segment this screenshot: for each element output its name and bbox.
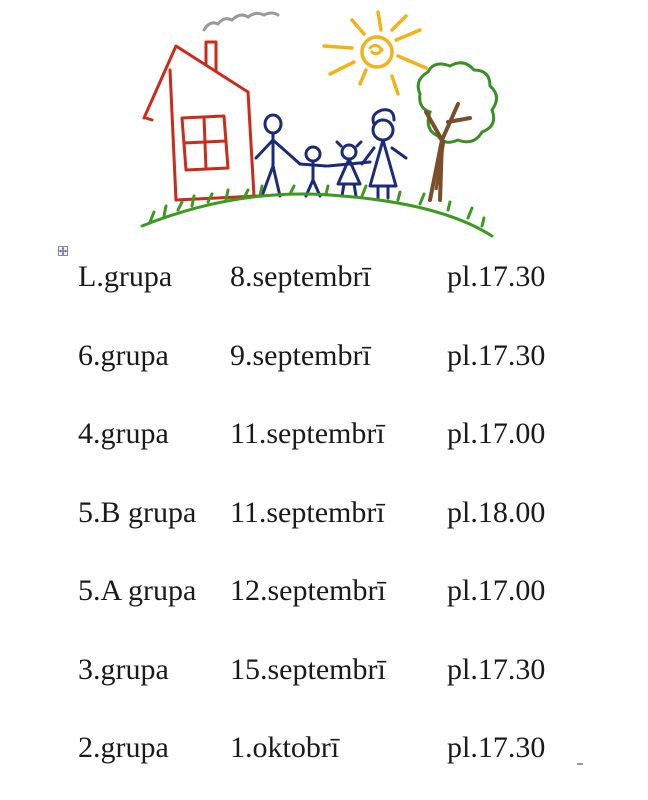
move-arrows-icon xyxy=(59,247,67,255)
group-cell: 5.A grupa xyxy=(78,574,197,607)
date-cell: 11.septembrī xyxy=(230,495,385,529)
time-cell: pl.17.30 xyxy=(447,260,546,293)
table-row xyxy=(78,250,598,329)
sun-icon xyxy=(324,12,426,94)
table-row xyxy=(78,721,598,800)
table-move-handle[interactable] xyxy=(58,246,68,256)
family-icon xyxy=(256,110,406,198)
table-row xyxy=(78,329,598,408)
time-cell: pl.18.00 xyxy=(447,495,546,529)
table-row xyxy=(78,407,598,486)
date-cell: 9.septembrī xyxy=(230,338,371,372)
time-cell: pl.17.00 xyxy=(447,417,546,450)
meeting-schedule-table xyxy=(78,250,598,800)
date-cell: 11.septembrī xyxy=(230,417,385,450)
table-row xyxy=(78,643,598,722)
time-cell: pl.17.30 xyxy=(447,338,546,372)
group-cell: 6.grupa xyxy=(78,338,169,372)
time-cell: pl.17.30 xyxy=(447,731,546,764)
group-cell: 2.grupa xyxy=(78,731,169,764)
date-cell: 12.septembrī xyxy=(230,574,386,607)
family-house-illustration xyxy=(130,0,510,245)
group-cell: L.grupa xyxy=(78,260,173,293)
smoke-icon xyxy=(204,13,278,30)
table-end-marker xyxy=(577,763,583,765)
date-cell: 15.septembrī xyxy=(230,652,386,686)
date-cell: 8.septembrī xyxy=(230,260,371,293)
time-cell: pl.17.00 xyxy=(447,574,546,607)
table-row xyxy=(78,486,598,565)
date-cell: 1.oktobrī xyxy=(230,731,340,764)
group-cell: 5.B grupa xyxy=(78,495,197,529)
table-row xyxy=(78,564,598,643)
tree-icon xyxy=(418,63,496,200)
time-cell: pl.17.30 xyxy=(447,652,546,686)
group-cell: 4.grupa xyxy=(78,417,169,450)
group-cell: 3.grupa xyxy=(78,652,169,686)
house-icon xyxy=(144,46,258,200)
